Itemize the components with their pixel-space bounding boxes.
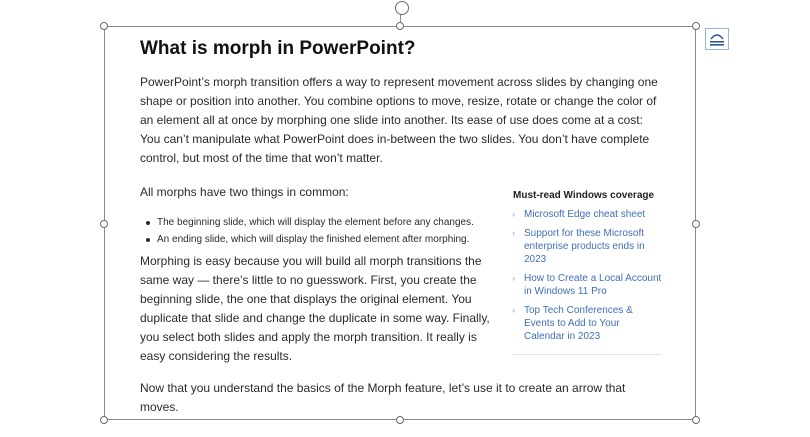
sidebar-link-label: Top Tech Conferences & Events to Add to Your Calendar in 2023	[524, 305, 633, 342]
list-item: An ending slide, which will display the finished element after morphing.	[140, 231, 474, 248]
list-item: The beginning slide, which will display the element before any changes.	[140, 214, 474, 231]
sidebar-link-label: How to Create a Local Account in Windows 11 Pro	[524, 273, 662, 297]
sidebar-link[interactable]	[512, 208, 662, 221]
resize-handle-left[interactable]	[100, 220, 108, 228]
chevron-right-icon: ›	[512, 273, 515, 283]
chevron-right-icon: ›	[512, 228, 515, 238]
bullet-list	[140, 214, 474, 248]
resize-handle-bottom[interactable]	[396, 416, 404, 424]
sidebar-links	[512, 208, 662, 343]
sidebar-link[interactable]	[512, 227, 662, 266]
intro-paragraph: PowerPoint’s morph transition offers a way to represent movement across slides by changing one shape or position into another. You combine options to move, resize, rotate or change the color of an element all at once by morphing one slide into another. Its ease of use does come at a cost: You can’t manipulate what PowerPoint does in-between the two slides. You don’t have complete control, but most of the time that won’t matter.	[140, 75, 658, 165]
article-title: What is morph in PowerPoint?	[140, 38, 416, 59]
related-coverage-sidebar	[512, 183, 662, 355]
resize-handle-top-right[interactable]	[692, 22, 700, 30]
sidebar-title: Must-read Windows coverage	[513, 190, 655, 201]
resize-handle-right[interactable]	[692, 220, 700, 228]
sidebar-link-label: Microsoft Edge cheat sheet	[524, 209, 646, 220]
chevron-right-icon: ›	[512, 209, 515, 219]
resize-handle-top[interactable]	[396, 22, 404, 30]
resize-handle-bottom-left[interactable]	[100, 416, 108, 424]
resize-handle-bottom-right[interactable]	[692, 416, 700, 424]
sidebar-link[interactable]	[512, 304, 662, 343]
rotate-handle-icon[interactable]	[395, 1, 409, 15]
sidebar-link[interactable]	[512, 272, 662, 298]
closing-paragraph: Now that you understand the basics of the Morph feature, let’s use it to create an arrow that moves.	[140, 381, 626, 414]
sidebar-link-label: Support for these Microsoft enterprise products ends in 2023	[524, 228, 645, 265]
morphing-paragraph: Morphing is easy because you will build all morph transitions the same way — there’s little to no guesswork. First, you create the beginning slide, the one that displays the original element. You duplicate that slide and change the duplicate in some way. Finally, you select both slides and apply the morph transition. It really is easy considering the results.	[140, 254, 490, 363]
layout-options-icon	[706, 29, 728, 49]
common-intro: All morphs have two things in common:	[140, 185, 349, 199]
chevron-right-icon: ›	[512, 305, 515, 315]
resize-handle-top-left[interactable]	[100, 22, 108, 30]
layout-options-button[interactable]	[705, 28, 729, 50]
article-image-content	[140, 36, 666, 414]
